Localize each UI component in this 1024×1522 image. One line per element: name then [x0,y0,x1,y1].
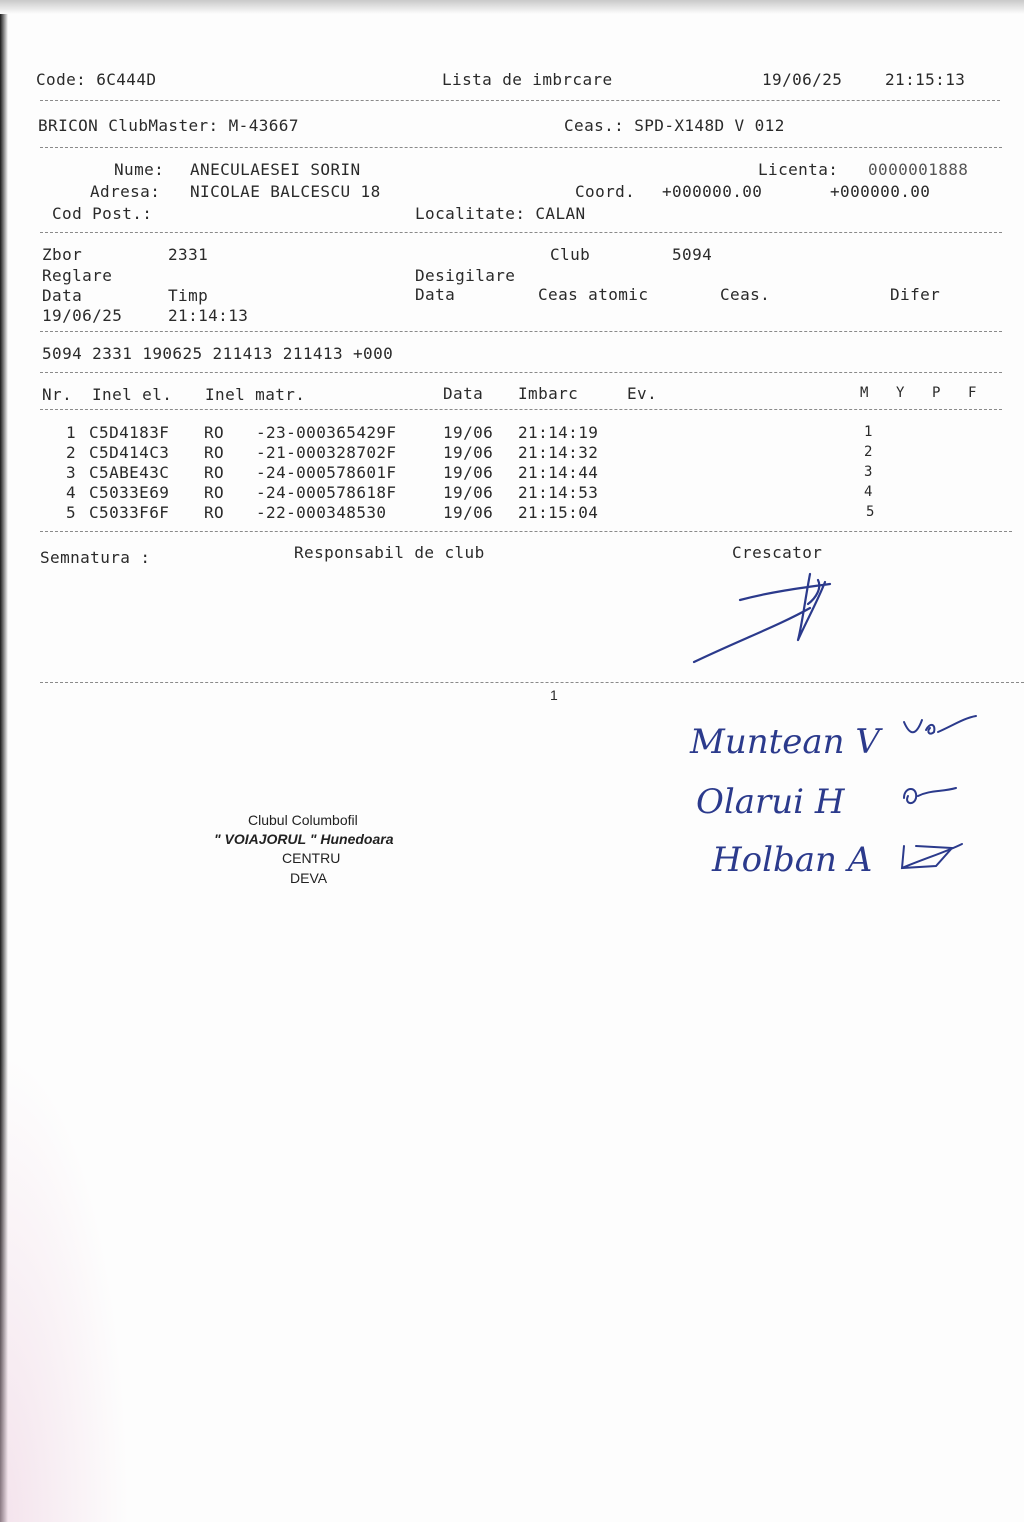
locality: Localitate: CALAN [415,204,586,223]
row-m: 5 [866,504,875,520]
col-p: P [932,385,941,401]
row-ring: C5D414C3 [89,443,170,462]
col-m: M [860,385,869,401]
row-ring: C5D4183F [89,423,170,442]
row-country: RO [204,463,225,482]
stamp-line-2: " VOIAJORUL " Hunedoara [214,831,394,847]
paper-stain [0,1050,130,1522]
setting-time: 21:14:13 [168,306,249,325]
setting-date: 19/06/25 [42,306,123,325]
col-date: Data [443,384,484,403]
col-basketing: Imbarc [518,384,579,403]
unseal-date-label: Data [415,285,456,304]
divider [40,531,1012,532]
setting-label: Reglare [42,266,113,285]
time-label: Timp [168,286,209,305]
header-time: 21:15:13 [885,70,966,89]
coord-label: Coord. [575,182,636,201]
unsealing-label: Desigilare [415,266,516,285]
row-time: 21:14:53 [518,483,599,502]
divider [40,331,1002,332]
fancier-name: ANECULAESEI SORIN [190,160,361,179]
row-m: 3 [864,464,873,480]
col-electronic-ring: Inel el. [92,385,173,404]
row-country: RO [204,483,225,502]
row-ring-number: -24-000578618F [256,483,397,502]
stamp-line-4: DEVA [290,870,328,886]
row-ring-number: -23-000365429F [256,423,397,442]
row-date: 19/06 [443,423,494,442]
fancier-address: NICOLAE BALCESCU 18 [190,182,381,201]
col-y: Y [896,385,905,401]
initials-scribble-1 [900,712,980,746]
flight-code-line: 5094 2331 190625 211413 211413 +000 [42,344,394,363]
divider [40,147,1002,148]
row-ring-number: -22-000348530 [256,503,387,522]
paper-top-shadow [0,0,1024,14]
flight-label: Zbor [42,245,83,264]
col-ring-number: Inel matr. [205,385,306,404]
stamp-line-3: CENTRU [282,850,341,866]
signature-label: Semnatura : [40,548,151,567]
row-time: 21:14:44 [518,463,599,482]
document-title: Lista de imbrcare [442,70,613,89]
postal-code-label: Cod Post.: [52,204,153,223]
row-ring: C5ABE43C [89,463,170,482]
row-date: 19/06 [443,443,494,462]
coord-lon: +000000.00 [830,182,931,201]
row-nr: 5 [66,503,77,522]
flight-number: 2331 [168,245,209,264]
row-time: 21:14:32 [518,443,599,462]
clock-id: Ceas.: SPD-X148D V 012 [564,116,785,135]
row-time: 21:15:04 [518,503,599,522]
breeder-label: Crescator [732,543,823,562]
handwritten-signature-2: Olarui H [696,782,845,822]
row-ring-number: -24-000578601F [256,463,397,482]
initials-scribble-3 [896,836,966,876]
breeder-signature-scribble [690,570,850,670]
header-date: 19/06/25 [762,70,843,89]
name-label: Nume: [114,160,165,179]
col-nr: Nr. [42,385,73,404]
divider [40,409,1002,410]
club-responsible-label: Responsabil de club [294,543,485,562]
page-number: 1 [550,687,559,703]
clock-label: Ceas. [720,285,771,304]
divider [40,372,1002,373]
row-nr: 4 [66,483,77,502]
clubmaster-id: BRICON ClubMaster: M-43667 [38,116,299,135]
license-label: Licenta: [758,160,839,179]
license-number: 0000001888 [868,160,969,179]
row-m: 4 [864,484,873,500]
divider [40,682,1024,683]
atomic-clock-label: Ceas atomic [538,285,649,304]
row-ring: C5033E69 [89,483,170,502]
row-m: 1 [864,424,873,440]
difference-label: Difer [890,285,941,304]
stamp-line-1: Clubul Columbofil [248,812,358,828]
club-number: 5094 [672,245,713,264]
col-event: Ev. [627,384,658,403]
initials-scribble-2 [900,780,960,814]
row-country: RO [204,443,225,462]
row-time: 21:14:19 [518,423,599,442]
row-nr: 1 [66,423,77,442]
club-label: Club [550,245,591,264]
date-label: Data [42,286,83,305]
coord-lat: +000000.00 [662,182,763,201]
row-ring-number: -21-000328702F [256,443,397,462]
divider [40,100,1000,101]
row-m: 2 [864,444,873,460]
row-nr: 3 [66,463,77,482]
row-date: 19/06 [443,503,494,522]
address-label: Adresa: [90,182,161,201]
handwritten-signature-1: Muntean V [690,722,880,762]
row-nr: 2 [66,443,77,462]
row-ring: C5033F6F [89,503,170,522]
row-date: 19/06 [443,463,494,482]
row-country: RO [204,503,225,522]
handwritten-signature-3: Holban A [712,840,873,880]
code-label: Code: 6C444D [36,70,157,89]
row-country: RO [204,423,225,442]
col-f: F [968,385,977,401]
divider [40,232,1002,233]
row-date: 19/06 [443,483,494,502]
